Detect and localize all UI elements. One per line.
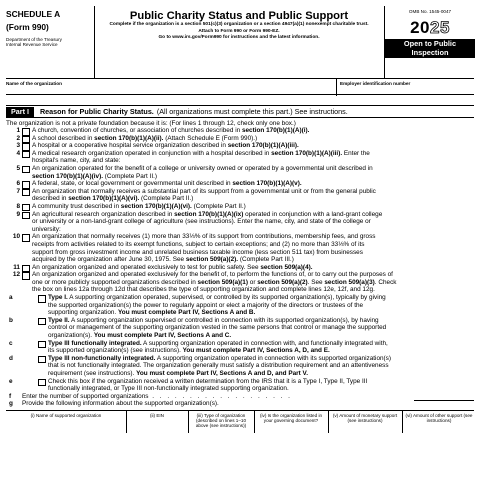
line-12g: g Provide the following information about the supported organization(s). (9, 400, 219, 408)
checkbox-line-12b[interactable] (38, 318, 46, 326)
supported-orgs-table-header (6, 410, 474, 433)
checkbox-line-4[interactable] (22, 151, 30, 159)
checkbox-line-7[interactable] (22, 189, 30, 197)
line-3: 3 A hospital or a cooperative hospital service organization described in section 170(b)(1)(A)(iii). (16, 142, 299, 150)
subtitle-2: Attach to Form 990 or Form 990-EZ. (198, 28, 280, 34)
form-label: (Form 990) (6, 22, 49, 32)
col-header-monetary: (v) Amount of monetary support (see instructions) (332, 412, 398, 424)
part-intro: The organization is not a private foundation because it is: (For lines 1 through 12, check only one box.) (6, 120, 296, 127)
col-header-other: (vi) Amount of other support (see instructions) (405, 412, 473, 424)
line-4: 4 A medical research organization operated in conjunction with a hospital described in section 170(b)(1)(A)(iii). Enter the hospital's name, city, and state: (16, 149, 370, 165)
line-12b: b Type II. A supporting organization supervised or controlled in connection with its supported organization(s), by having control or management of the supporting organization vested in the same persons that control or manage the supported organization(s). You must complete Part IV, Sections A and C. (9, 316, 387, 340)
line-5: 5 An organization operated for the benefit of a college or university owned or operated by a governmental unit described in section 170(b)(1)(A)(iv). (Complete Part II.) (16, 164, 373, 180)
omb-block (384, 6, 475, 78)
part-label: Part I (6, 107, 34, 117)
checkbox-line-12d[interactable] (38, 356, 46, 364)
schedule-label: SCHEDULE A (6, 9, 61, 19)
line-12a: a Type I. A supporting organization operated, supervised, or controlled by its supported organization(s), typically by giving the supported organization(s) the power to regularly appoint or elect a majority of the directors or trustees of the supporting organization. You must complete Part IV, Sections A and B. (9, 294, 386, 317)
checkbox-line-10[interactable] (22, 234, 30, 242)
checkbox-line-9[interactable] (22, 212, 30, 220)
subtitle-1: Complete if the organization is a section 501(c)(3) organization or a section 4947(a)(1) nonexempt charitable trust. (109, 22, 369, 27)
checkbox-line-12e[interactable] (38, 379, 46, 387)
line-6: 6 A federal, state, or local government or governmental unit described in section 170(b)(1)(A)(v). (16, 180, 302, 188)
open-to-public-badge: Open to Public Inspection (385, 39, 475, 58)
tax-year: 2025 (410, 18, 450, 37)
checkbox-line-5[interactable] (22, 166, 30, 174)
col-header-listed: (iv) Is the organization listed in your governing document? (259, 412, 323, 424)
line-9: 9 An agricultural research organization described in section 170(b)(1)(A)(ix) operated in conjunction with a land-grant college or university or a non-land-grant college of agriculture (see instructions). Enter the name, city, and state of the college or university: (16, 210, 383, 233)
name-row (6, 79, 474, 95)
ein-field[interactable]: Employer identification number (336, 79, 410, 96)
part-title: Reason for Public Charity Status. (39, 107, 154, 116)
line-2: 2 A school described in section 170(b)(1)(A)(ii). (Attach Schedule E (Form 990).) (16, 134, 258, 142)
subtitle-3: Go to www.irs.gov/Form990 for instructions and the latest information. (158, 35, 320, 41)
line-12f: f Enter the number of supported organizations . . . . . . . . . . . . . . . . . . . (6, 393, 474, 401)
part-note: (All organizations must complete this part.) See instructions. (156, 107, 348, 116)
checkbox-line-12c[interactable] (38, 341, 46, 349)
line-1: 1 A church, convention of churches, or association of churches described in section 170(b)(1)(A)(i). (16, 127, 310, 134)
checkbox-line-12[interactable] (22, 272, 30, 280)
form-header (6, 6, 474, 79)
line-12c: c Type III functionally integrated. A supporting organization operated in connection with, and functionally integrated with, its supported organization(s) (see instructions). You must complete Part IV, Sections A, D, and E. (9, 339, 388, 355)
title-block (94, 6, 384, 78)
line-10: 10 An organization that normally receives (1) more than 33⅓% of its support from contributions, membership fees, and gross receipts from activities related to its exempt functions, subject to certain exceptions; and (2) no more than 33⅓% of its support from gross investment income and unrelated business taxable income (less section 511 tax) from businesses acquired by the organization after June 30, 1975. See section 509(a)(2). (Complete Part III.) (12, 233, 376, 264)
form-title: Public Charity Status and Public Support (129, 10, 349, 22)
omb-number: OMB No. 1545-0047 (408, 9, 452, 14)
line-7: 7 An organization that normally receives a substantial part of its support from a governmental unit or from the general public described in section 170(b)(1)(A)(vi). (Complete Part II.) (16, 187, 376, 203)
line-12d: d Type III non-functionally integrated. A supporting organization operated in connection with its supported organization(s) that is not functionally integrated. The organization generally must satisfy a distribution requirement and an attentiveness requirement (see instructions). You must complete Part IV, Sections A and D, and Part V. (9, 354, 392, 377)
line-12e: e Check this box if the organization received a written determination from the IRS that it is a Type I, Type II, Type III functionally integrated, or Type III non-functionally integrated supporting organization. (9, 377, 368, 393)
col-header-type: (iii) Type of organization (described on lines 1–10 above (see instructions)) (195, 412, 247, 429)
line-8: 8 A community trust described in section 170(b)(1)(A)(vi). (Complete Part II.) (16, 202, 246, 210)
line-12: 12 An organization organized and operated exclusively for the benefit of, to perform the functions of, or to carry out the purposes of one or more publicly supported organizations described in section 509(a)(1) or section 509(a)(2). See section 509(a)(3). Check the box on lines 12a through 12d that describes the type of supporting organization and complete lines 12e, 12f, and 12g. (12, 271, 397, 294)
checkbox-line-12a[interactable] (38, 295, 46, 303)
department-label: Department of the Treasury Internal Revenue Service (6, 37, 62, 48)
col-header-ein: (ii) EIN (149, 412, 165, 418)
form-id-block (6, 6, 95, 78)
organization-name-field[interactable]: Name of the organization (6, 81, 62, 86)
part-1-header (6, 105, 474, 118)
line-11: 11 An organization organized and operated exclusively to test for public safety. See section 509(a)(4). (13, 263, 313, 271)
col-header-name: (i) Name of supported organization (30, 412, 102, 418)
schedule-a-form (6, 6, 474, 433)
